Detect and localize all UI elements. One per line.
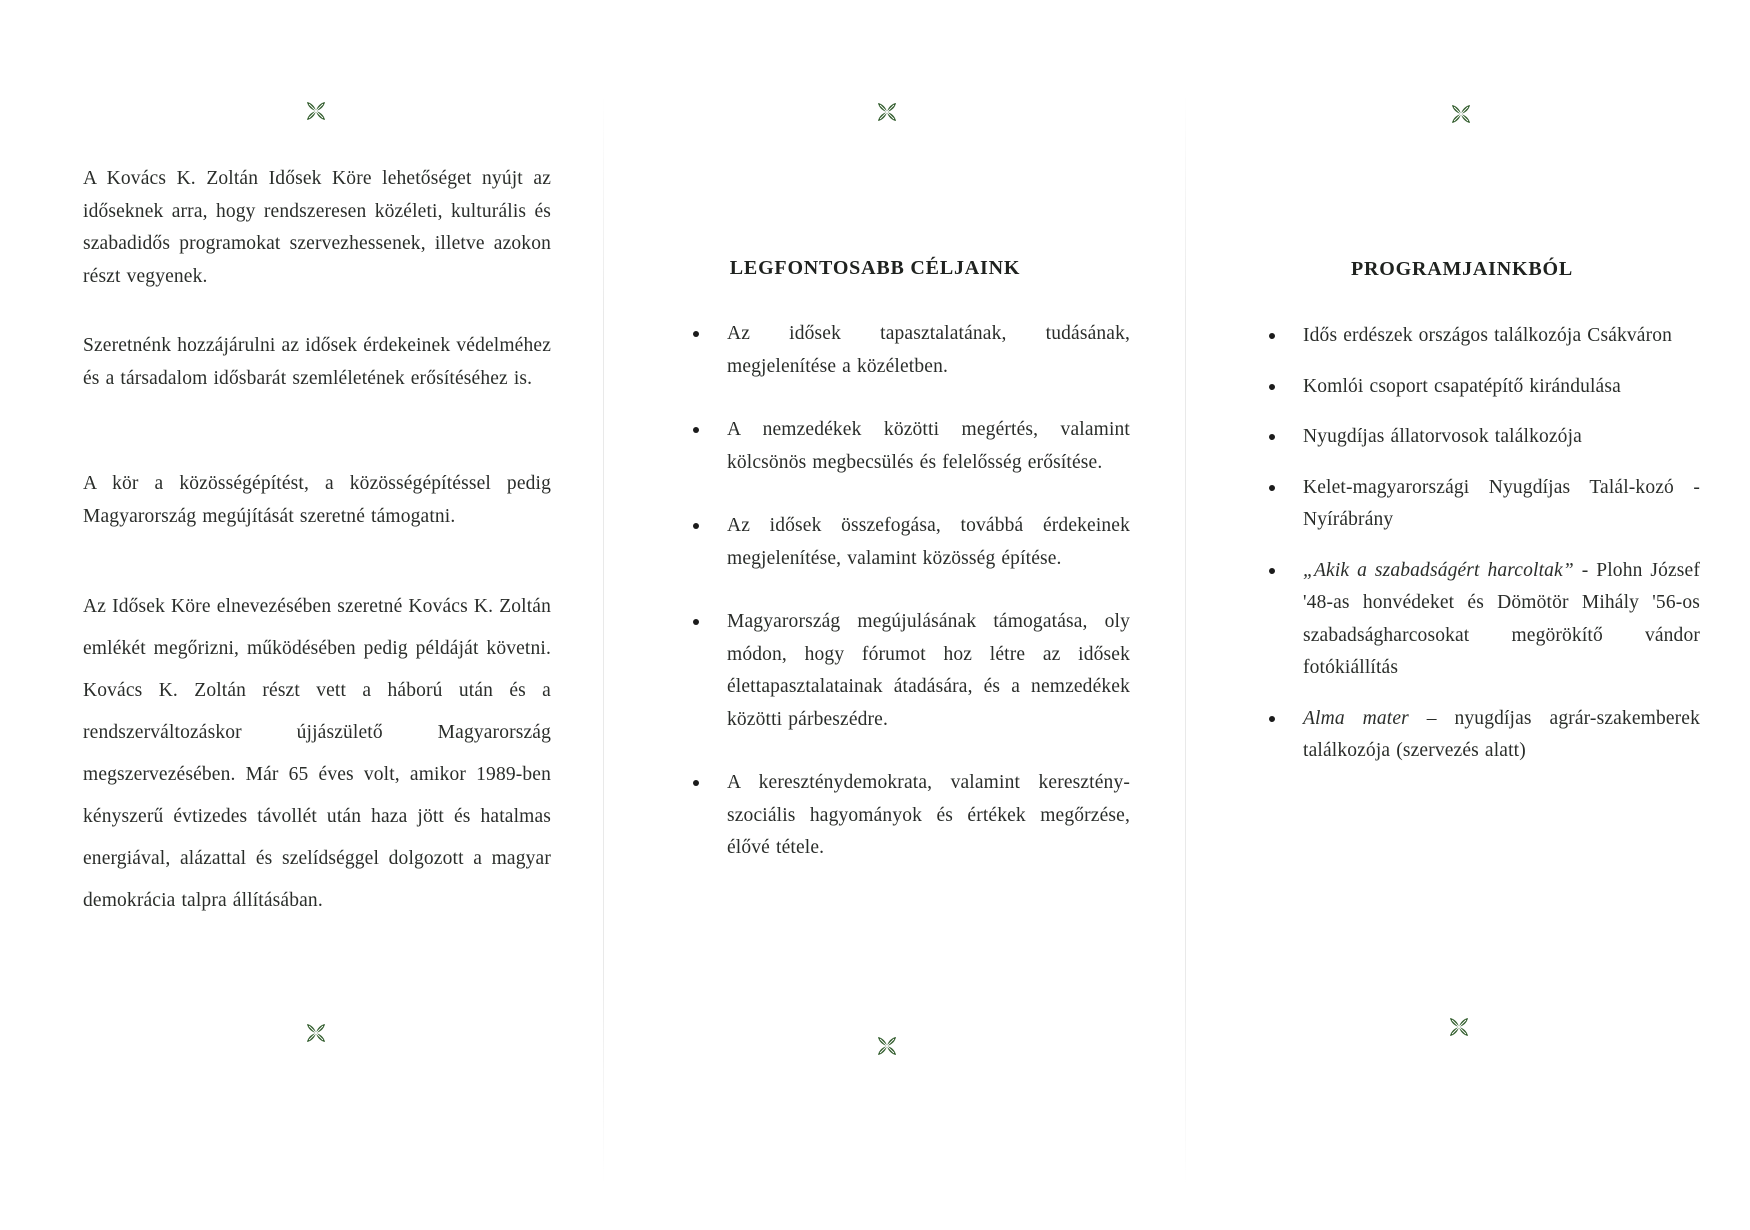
program-item-title: Alma mater (1303, 707, 1409, 729)
right-panel (1187, 0, 1750, 1230)
four-petal-leaf-icon (1449, 102, 1473, 126)
goal-item (690, 510, 1130, 575)
program-item (1266, 421, 1700, 454)
program-item (1266, 371, 1700, 404)
goals-list (690, 318, 1130, 896)
program-item (1266, 703, 1700, 768)
program-item-text: Idős erdészek országos találkozója Csákváron (1303, 325, 1673, 346)
four-petal-leaf-icon (1447, 1015, 1471, 1039)
goals-heading: LEGFONTOSABB CÉLJAINK (729, 257, 1021, 279)
bullet-icon (1269, 568, 1275, 574)
bullet-icon (693, 780, 699, 786)
goal-item-text: A nemzedékek közötti megértés, valamint kölcsönös megbecsülés és felelősség erősítése. (727, 419, 1130, 473)
four-petal-leaf-icon (304, 99, 328, 123)
programs-heading: PROGRAMJAINKBÓL (1351, 258, 1573, 280)
program-item (1266, 320, 1700, 353)
goal-item (690, 606, 1130, 736)
intro-paragraph: A Kovács K. Zoltán Idősek Köre lehetőséget nyújt az időseknek arra, hogy rendszeresen közéleti, kulturális és szabadidős programokat szervezhessenek, illetve azokon részt vegyenek. (83, 168, 551, 287)
bullet-icon (1269, 716, 1275, 722)
bullet-icon (693, 523, 699, 529)
bullet-icon (1269, 333, 1275, 339)
namesake-paragraph: Az Idősek Köre elnevezésében szeretné Kovács K. Zoltán emlékét megőrizni, működésében pedig példáját követni. Kovács K. Zoltán részt vett a háború után és a rendszerváltozáskor újjászülető Magyarország megszervezésében. Már 65 éves volt, amikor 1989-ben kényszerű évtizedes távollét után haza jött és hatalmas energiával, alázattal és szelídséggel dolgozott a magyar demokrácia talpra állításában. (83, 596, 551, 911)
bullet-icon (693, 427, 699, 433)
program-item-text: Kelet-magyarországi Nyugdíjas Talál-kozó - Nyírábrány (1303, 476, 1700, 530)
goal-item (690, 318, 1130, 383)
four-petal-leaf-icon (304, 1021, 328, 1045)
fold-line-left (603, 95, 604, 1185)
bullet-icon (693, 619, 699, 625)
goal-item-text: A kereszténydemokrata, valamint keresztény-szociális hagyományok és értékek megőrzése, élővé tétele. (727, 772, 1130, 858)
goal-item (690, 414, 1130, 479)
left-panel (0, 0, 600, 1230)
middle-panel (605, 0, 1185, 1230)
bullet-icon (693, 331, 699, 337)
goal-item-text: Az idősek összefogása, továbbá érdekeinek megjelenítése, valamint közösség építése. (727, 515, 1130, 569)
program-item-text: - Plohn József '48-as honvédeket és Dömötör Mihály '56-os szabadságharcosokat megörökítő vándor fotókiállítás (1303, 559, 1700, 678)
programs-list (1266, 320, 1700, 786)
bullet-icon (1269, 485, 1275, 491)
fold-line-right (1185, 95, 1186, 1185)
program-item-title: „Akik a szabadságért harcoltak” (1303, 559, 1574, 581)
goal-item-text: Az idősek tapasztalatának, tudásának, megjelenítése a közéletben. (727, 323, 1130, 377)
bullet-icon (1269, 384, 1275, 390)
goal-item (690, 767, 1130, 865)
four-petal-leaf-icon (875, 1034, 899, 1058)
program-item (1266, 472, 1700, 537)
program-item (1266, 555, 1700, 685)
four-petal-leaf-icon (875, 100, 899, 124)
program-item-text: – nyugdíjas agrár-szakemberek találkozója (szervezés alatt) (1303, 707, 1701, 761)
bullet-icon (1269, 434, 1275, 440)
community-paragraph: A kör a közösségépítést, a közösségépítéssel pedig Magyarország megújítását szeretné támogatni. (83, 473, 551, 527)
goals-paragraph: Szeretnénk hozzájárulni az idősek érdekeinek védelméhez és a társadalom idősbarát szemléletének erősítéséhez is. (83, 335, 551, 389)
goal-item-text: Magyarország megújulásának támogatása, oly módon, hogy fórumot hoz létre az idősek élettapasztalatainak átadására, és a nemzedékek közötti párbeszédre. (727, 611, 1130, 730)
program-item-text: Komlói csoport csapatépítő kirándulása (1303, 375, 1621, 397)
program-item-text: Nyugdíjas állatorvosok találkozója (1303, 426, 1582, 447)
